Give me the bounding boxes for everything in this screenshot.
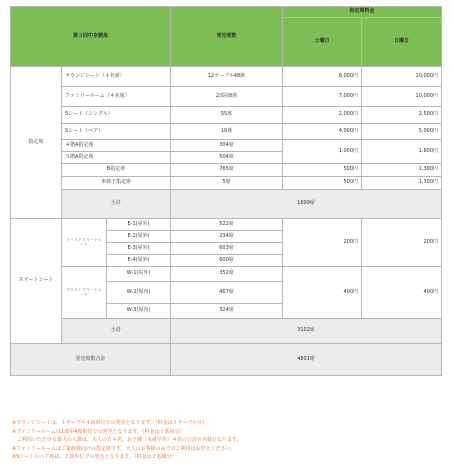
header-capacity: 発売席数 [171, 7, 283, 67]
note-line: ※Sシートのペア席は、２席単位での発売となります。（料金は２名様分） [12, 454, 177, 461]
east-row-name: E-1(屋外) [107, 219, 171, 231]
smart-group-label: スマートシート [11, 219, 62, 344]
reserved-row-capacity: 10席 [171, 124, 283, 140]
note-line: ご利用いただける最大の人数は、大人の方４名、お子様（未就学児）４名の合計８名様となります。 [12, 437, 242, 444]
reserved-row-sun: 2,500円 [362, 107, 442, 124]
east-row-name: E-3(屋外) [107, 243, 171, 255]
reserved-row-capacity: 765席 [171, 164, 283, 177]
smart-subtotal-label: 小計 [62, 319, 171, 344]
reserved-row-name: B指定席 [62, 164, 171, 177]
reserved-row-name: 車椅子指定席 [62, 177, 171, 190]
reserved-row-sun: 1,300円 [362, 177, 442, 190]
notes [12, 419, 444, 462]
east-row-name: E-4(屋外) [107, 255, 171, 267]
west-row-name: W-1(屋外) [107, 267, 171, 282]
reserved-row-sun: 10,000円 [362, 87, 442, 107]
reserved-row-sat: 8,000円 [283, 67, 362, 87]
reserved-row-sun: 1,300円 [362, 164, 442, 177]
east-row-capacity: 600席 [171, 255, 283, 267]
reserved-row-sun: 5,000円 [362, 124, 442, 140]
east-sun-price: 200円 [362, 219, 442, 267]
header-saturday: 土曜日 [283, 18, 362, 67]
west-row-name: W-2(屋内) [107, 282, 171, 304]
reserved-row-name: ５階A指定席 [62, 152, 171, 164]
reserved-row-name: ラウンジシート（４名席） [62, 67, 171, 87]
east-sat-price: 200円 [283, 219, 362, 267]
reserved-row-name: ファミリールーム（４名席） [62, 87, 171, 107]
reserved-row-capacity: 12テーブル48席 [171, 67, 283, 87]
west-row-name: W-3(屋内) [107, 304, 171, 319]
east-row-capacity: 234席 [171, 231, 283, 243]
west-smart-label: ウエストスマートシート [62, 267, 107, 319]
east-row-capacity: 603席 [171, 243, 283, 255]
reserved-row-capacity: 2部屋8席 [171, 87, 283, 107]
reserved-row-sat: 1,000円 [283, 140, 362, 164]
reserved-subtotal: 1699席 [171, 190, 442, 219]
seat-table [10, 6, 442, 376]
note-line: ※ファミリールームはご家族様向けの指定席です。大人のお客様のみでのご利用はお控えください。 [12, 445, 236, 452]
reserved-row-sat: 500円 [283, 164, 362, 177]
reserved-row-capacity: 504席 [171, 152, 283, 164]
east-smart-label: イーストスマートシート [62, 219, 107, 267]
east-row-name: E-2(屋外) [107, 231, 171, 243]
reserved-row-name: ４階A指定席 [62, 140, 171, 152]
reserved-group-label: 指定席 [11, 67, 62, 219]
west-row-capacity: 324席 [171, 304, 283, 319]
reserved-row-sun: 1,800円 [362, 140, 442, 164]
header-event: 第３回中京競馬 [11, 7, 171, 67]
west-sun-price: 400円 [362, 267, 442, 319]
reserved-subtotal-label: 小計 [62, 190, 171, 219]
smart-subtotal: 3102席 [171, 319, 442, 344]
west-sat-price: 400円 [283, 267, 362, 319]
reserved-row-sat: 4,000円 [283, 124, 362, 140]
reserved-row-capacity: 5席 [171, 177, 283, 190]
reserved-row-name: Sシート（ペア） [62, 124, 171, 140]
west-row-capacity: 467席 [171, 282, 283, 304]
reserved-row-sat: 500円 [283, 177, 362, 190]
east-row-capacity: 522席 [171, 219, 283, 231]
reserved-row-capacity: 55席 [171, 107, 283, 124]
reserved-row-name: Sシート（シングル） [62, 107, 171, 124]
total-value: 4801席 [171, 344, 442, 376]
header-price-group: 指定席料金 [283, 7, 442, 18]
note-line: ※ラウンジシートは、１テーブル４席単位での発売となります。（料金は１テーブル分） [12, 420, 208, 426]
reserved-row-sat: 7,000円 [283, 87, 362, 107]
reserved-row-sun: 10,000円 [362, 67, 442, 87]
note-line: ※ファミリールームは1部屋4席単位での発売となります。（料金は１部屋分） [12, 428, 185, 435]
reserved-row-capacity: 304席 [171, 140, 283, 152]
header-sunday: 日曜日 [362, 18, 442, 67]
west-row-capacity: 352席 [171, 267, 283, 282]
total-label: 発売席数合計 [11, 344, 171, 376]
reserved-row-sat: 2,000円 [283, 107, 362, 124]
